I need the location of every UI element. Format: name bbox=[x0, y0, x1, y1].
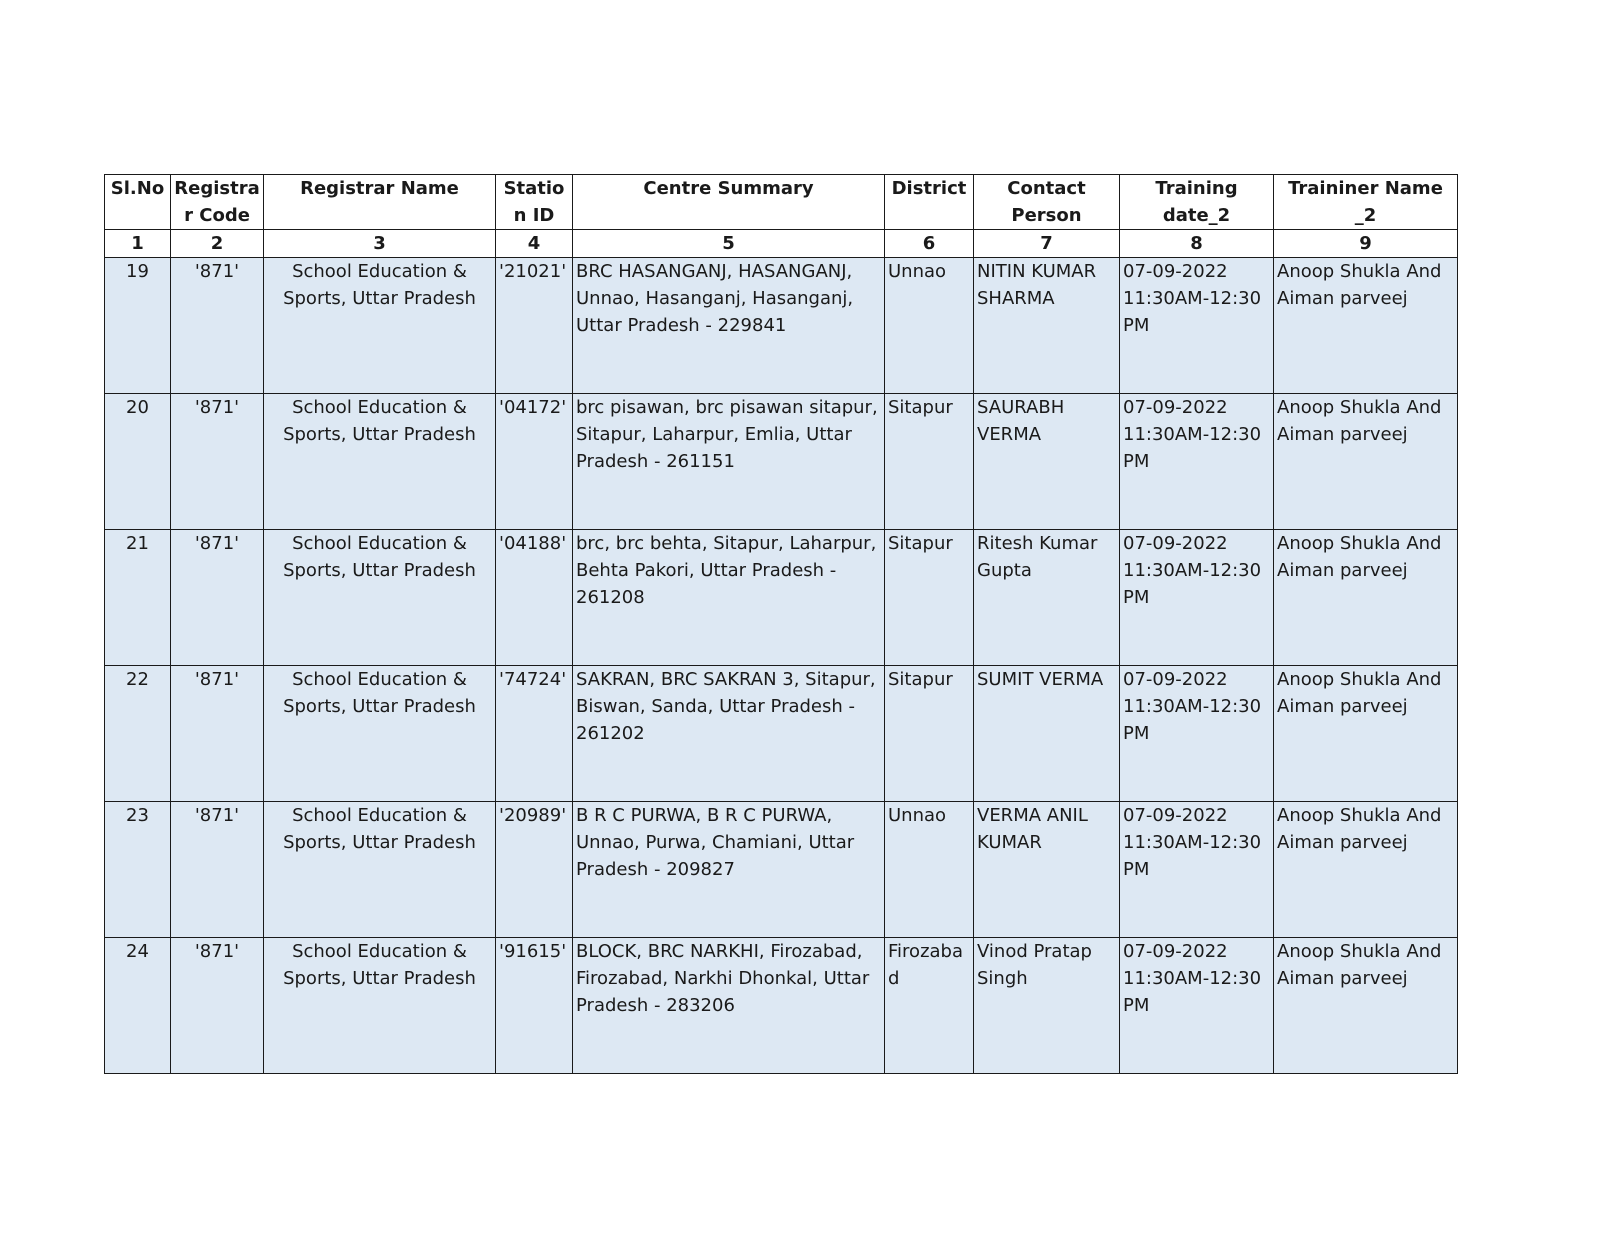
column-number: 9 bbox=[1274, 230, 1458, 258]
cell-district: Sitapur bbox=[885, 666, 974, 802]
cell-centre-summary: SAKRAN, BRC SAKRAN 3, Sitapur, Biswan, Sanda, Uttar Pradesh - 261202 bbox=[573, 666, 885, 802]
cell-sl-no: 22 bbox=[105, 666, 171, 802]
cell-registrar-name: School Education & Sports, Uttar Pradesh bbox=[264, 394, 496, 530]
cell-training-date: 07-09-2022 11:30AM-12:30 PM bbox=[1120, 258, 1274, 394]
cell-registrar-name: School Education & Sports, Uttar Pradesh bbox=[264, 938, 496, 1074]
cell-registrar-code: '871' bbox=[171, 258, 264, 394]
column-number: 2 bbox=[171, 230, 264, 258]
column-number: 7 bbox=[974, 230, 1120, 258]
cell-district: Unnao bbox=[885, 802, 974, 938]
table-row bbox=[105, 394, 1458, 530]
cell-district: Sitapur bbox=[885, 394, 974, 530]
cell-trainer-name: Anoop Shukla And Aiman parveej bbox=[1274, 938, 1458, 1074]
header-contact-person: Contact Person bbox=[974, 175, 1120, 230]
cell-registrar-name: School Education & Sports, Uttar Pradesh bbox=[264, 530, 496, 666]
header-row bbox=[105, 175, 1458, 230]
cell-contact-person: Ritesh Kumar Gupta bbox=[974, 530, 1120, 666]
cell-training-date: 07-09-2022 11:30AM-12:30 PM bbox=[1120, 394, 1274, 530]
cell-registrar-code: '871' bbox=[171, 394, 264, 530]
cell-contact-person: SUMIT VERMA bbox=[974, 666, 1120, 802]
header-registrar-code: Registrar Code bbox=[171, 175, 264, 230]
cell-registrar-name: School Education & Sports, Uttar Pradesh bbox=[264, 666, 496, 802]
cell-registrar-name: School Education & Sports, Uttar Pradesh bbox=[264, 802, 496, 938]
table-body bbox=[105, 258, 1458, 1074]
cell-sl-no: 19 bbox=[105, 258, 171, 394]
cell-registrar-code: '871' bbox=[171, 530, 264, 666]
cell-centre-summary: BLOCK, BRC NARKHI, Firozabad, Firozabad, Narkhi Dhonkal, Uttar Pradesh - 283206 bbox=[573, 938, 885, 1074]
cell-training-date: 07-09-2022 11:30AM-12:30 PM bbox=[1120, 530, 1274, 666]
column-number: 5 bbox=[573, 230, 885, 258]
cell-station-id: '21021' bbox=[496, 258, 573, 394]
cell-training-date: 07-09-2022 11:30AM-12:30 PM bbox=[1120, 938, 1274, 1074]
cell-contact-person: VERMA ANIL KUMAR bbox=[974, 802, 1120, 938]
cell-sl-no: 20 bbox=[105, 394, 171, 530]
cell-station-id: '74724' bbox=[496, 666, 573, 802]
cell-sl-no: 21 bbox=[105, 530, 171, 666]
header-centre-summary: Centre Summary bbox=[573, 175, 885, 230]
cell-centre-summary: BRC HASANGANJ, HASANGANJ, Unnao, Hasanganj, Hasanganj, Uttar Pradesh - 229841 bbox=[573, 258, 885, 394]
cell-sl-no: 24 bbox=[105, 938, 171, 1074]
column-number-row bbox=[105, 230, 1458, 258]
header-station-id: Station ID bbox=[496, 175, 573, 230]
cell-contact-person: Vinod Pratap Singh bbox=[974, 938, 1120, 1074]
cell-centre-summary: brc, brc behta, Sitapur, Laharpur, Behta Pakori, Uttar Pradesh - 261208 bbox=[573, 530, 885, 666]
table-row bbox=[105, 802, 1458, 938]
cell-registrar-code: '871' bbox=[171, 802, 264, 938]
cell-centre-summary: B R C PURWA, B R C PURWA, Unnao, Purwa, Chamiani, Uttar Pradesh - 209827 bbox=[573, 802, 885, 938]
cell-contact-person: NITIN KUMAR SHARMA bbox=[974, 258, 1120, 394]
table-row bbox=[105, 666, 1458, 802]
cell-trainer-name: Anoop Shukla And Aiman parveej bbox=[1274, 258, 1458, 394]
cell-sl-no: 23 bbox=[105, 802, 171, 938]
column-number: 3 bbox=[264, 230, 496, 258]
header-training-date: Training date_2 bbox=[1120, 175, 1274, 230]
cell-trainer-name: Anoop Shukla And Aiman parveej bbox=[1274, 666, 1458, 802]
header-registrar-name: Registrar Name bbox=[264, 175, 496, 230]
column-number: 6 bbox=[885, 230, 974, 258]
column-number: 4 bbox=[496, 230, 573, 258]
cell-training-date: 07-09-2022 11:30AM-12:30 PM bbox=[1120, 666, 1274, 802]
cell-centre-summary: brc pisawan, brc pisawan sitapur, Sitapur, Laharpur, Emlia, Uttar Pradesh - 261151 bbox=[573, 394, 885, 530]
cell-station-id: '91615' bbox=[496, 938, 573, 1074]
table-header bbox=[105, 175, 1458, 258]
cell-station-id: '04172' bbox=[496, 394, 573, 530]
training-schedule-sheet bbox=[104, 174, 1458, 1074]
table-row bbox=[105, 258, 1458, 394]
cell-training-date: 07-09-2022 11:30AM-12:30 PM bbox=[1120, 802, 1274, 938]
header-trainer-name: Traininer Name _2 bbox=[1274, 175, 1458, 230]
cell-contact-person: SAURABH VERMA bbox=[974, 394, 1120, 530]
cell-trainer-name: Anoop Shukla And Aiman parveej bbox=[1274, 530, 1458, 666]
cell-station-id: '04188' bbox=[496, 530, 573, 666]
cell-trainer-name: Anoop Shukla And Aiman parveej bbox=[1274, 802, 1458, 938]
column-number: 1 bbox=[105, 230, 171, 258]
training-schedule-table bbox=[104, 174, 1458, 1074]
header-sl-no: Sl.No bbox=[105, 175, 171, 230]
cell-district: Sitapur bbox=[885, 530, 974, 666]
cell-trainer-name: Anoop Shukla And Aiman parveej bbox=[1274, 394, 1458, 530]
cell-registrar-name: School Education & Sports, Uttar Pradesh bbox=[264, 258, 496, 394]
cell-district: Firozabad bbox=[885, 938, 974, 1074]
table-row bbox=[105, 938, 1458, 1074]
cell-district: Unnao bbox=[885, 258, 974, 394]
column-number: 8 bbox=[1120, 230, 1274, 258]
cell-registrar-code: '871' bbox=[171, 666, 264, 802]
header-district: District bbox=[885, 175, 974, 230]
table-row bbox=[105, 530, 1458, 666]
cell-station-id: '20989' bbox=[496, 802, 573, 938]
cell-registrar-code: '871' bbox=[171, 938, 264, 1074]
